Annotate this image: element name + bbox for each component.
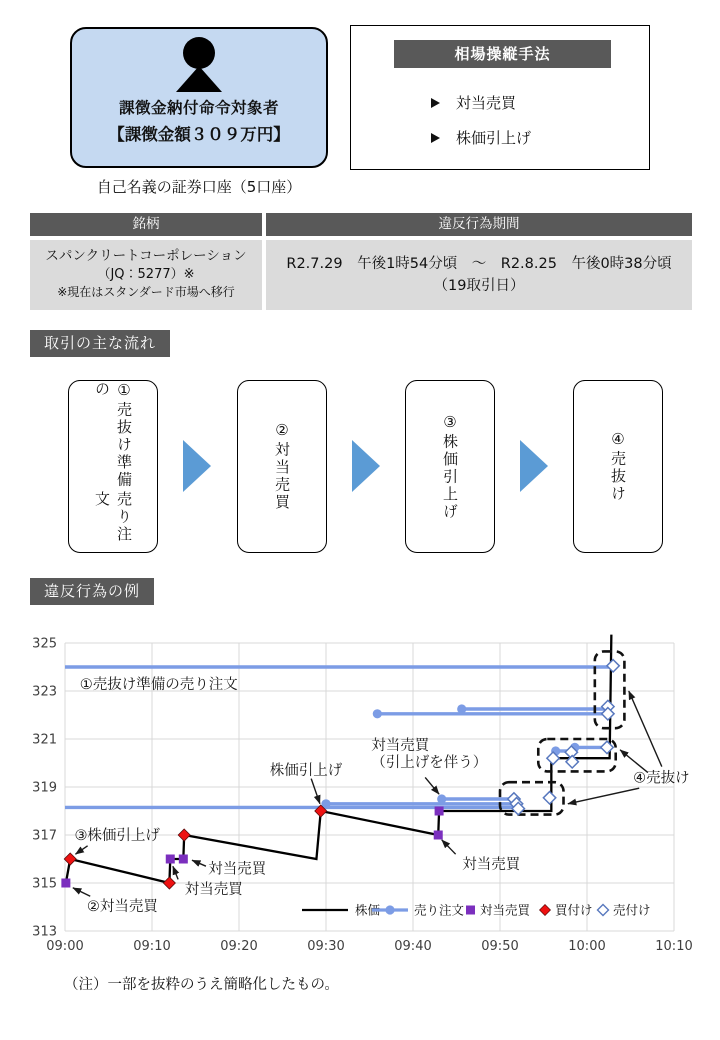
svg-text:325: 325 xyxy=(32,636,57,652)
penalty-amount: 【課徴金額３０９万円】 xyxy=(108,125,290,144)
subject-card xyxy=(70,27,328,168)
svg-text:315: 315 xyxy=(32,876,57,892)
flow-step-label: 売り注文 xyxy=(93,490,133,544)
svg-text:09:30: 09:30 xyxy=(307,939,345,954)
svg-text:株価: 株価 xyxy=(355,902,381,918)
svg-text:④売抜け: ④売抜け xyxy=(633,770,690,787)
arrowhead-bullet-icon xyxy=(431,98,440,108)
table-header-period: 違反行為期間 xyxy=(266,213,692,236)
svg-text:②対当売買: ②対当売買 xyxy=(86,898,158,915)
table-cell-issue xyxy=(30,240,262,310)
svg-text:09:50: 09:50 xyxy=(481,939,519,954)
method-header: 相場操縦手法 xyxy=(394,40,611,68)
method-box xyxy=(350,25,650,170)
svg-text:対当売買: 対当売買 xyxy=(462,856,521,873)
svg-text:09:20: 09:20 xyxy=(220,939,258,954)
flow-step-label: ③株価引上げ xyxy=(441,412,459,521)
price-chart xyxy=(0,622,720,967)
period-range: R2.7.29 午後1時54分頃 ～ R2.8.25 午後0時38分頃 xyxy=(286,256,672,272)
svg-text:売付け: 売付け xyxy=(613,902,651,918)
method-item-label: 対当売買 xyxy=(456,94,517,112)
flow-step-label: ④売抜け xyxy=(609,430,627,503)
svg-text:③株価引上げ: ③株価引上げ xyxy=(74,828,160,844)
issue-name: スパンクリートコーポレーション xyxy=(45,248,247,264)
svg-text:09:40: 09:40 xyxy=(394,939,432,954)
price-chart-svg xyxy=(0,622,720,967)
svg-text:10:00: 10:00 xyxy=(568,939,606,954)
flow-step-2 xyxy=(237,380,327,553)
flow-arrow-icon xyxy=(183,440,211,492)
period-days: （19取引日） xyxy=(433,278,525,294)
table-cell-period xyxy=(266,240,692,310)
flow-step-label: ①売抜け準備の xyxy=(93,381,133,489)
svg-text:09:10: 09:10 xyxy=(133,939,171,954)
svg-text:317: 317 xyxy=(32,828,57,844)
flow-step-label: ②対当売買 xyxy=(273,421,291,512)
svg-text:対当売買（引上げを伴う）: 対当売買（引上げを伴う） xyxy=(371,738,488,771)
table-header-issue: 銘柄 xyxy=(30,213,262,236)
issue-code: （JQ：5277）※ xyxy=(97,267,195,282)
svg-text:313: 313 xyxy=(32,924,57,940)
footnote: （注）一部を抜粋のうえ簡略化したもの。 xyxy=(64,977,339,993)
flow-step-4 xyxy=(573,380,663,553)
flow-step-3 xyxy=(405,380,495,553)
example-section-title: 違反行為の例 xyxy=(30,578,154,605)
arrowhead-bullet-icon xyxy=(431,133,440,143)
flow-arrow-icon xyxy=(352,440,380,492)
method-item-2 xyxy=(431,127,531,148)
svg-text:321: 321 xyxy=(32,732,57,748)
svg-text:319: 319 xyxy=(32,780,57,796)
svg-text:買付け: 買付け xyxy=(555,902,593,918)
svg-text:株価引上げ: 株価引上げ xyxy=(269,763,343,780)
flow-section-title: 取引の主な流れ xyxy=(30,330,170,357)
account-caption: 自己名義の証券口座（5口座） xyxy=(96,178,302,196)
svg-text:10:10: 10:10 xyxy=(655,939,693,954)
subject-title: 課徴金納付命令対象者 xyxy=(118,99,279,117)
method-item-label: 株価引上げ xyxy=(456,129,532,147)
svg-text:323: 323 xyxy=(32,684,57,700)
svg-text:売り注文: 売り注文 xyxy=(414,902,465,918)
svg-text:対当売買: 対当売買 xyxy=(480,902,531,918)
method-item-1 xyxy=(431,92,516,113)
svg-text:対当売買: 対当売買 xyxy=(208,861,267,878)
svg-text:①売抜け準備の売り注文: ①売抜け準備の売り注文 xyxy=(79,676,238,693)
svg-text:対当売買: 対当売買 xyxy=(184,882,243,898)
issue-note: ※現在はスタンダード市場へ移行 xyxy=(57,285,235,299)
flow-arrow-icon xyxy=(520,440,548,492)
flow-step-1 xyxy=(68,380,158,553)
svg-text:09:00: 09:00 xyxy=(46,939,84,954)
person-icon xyxy=(72,36,326,94)
